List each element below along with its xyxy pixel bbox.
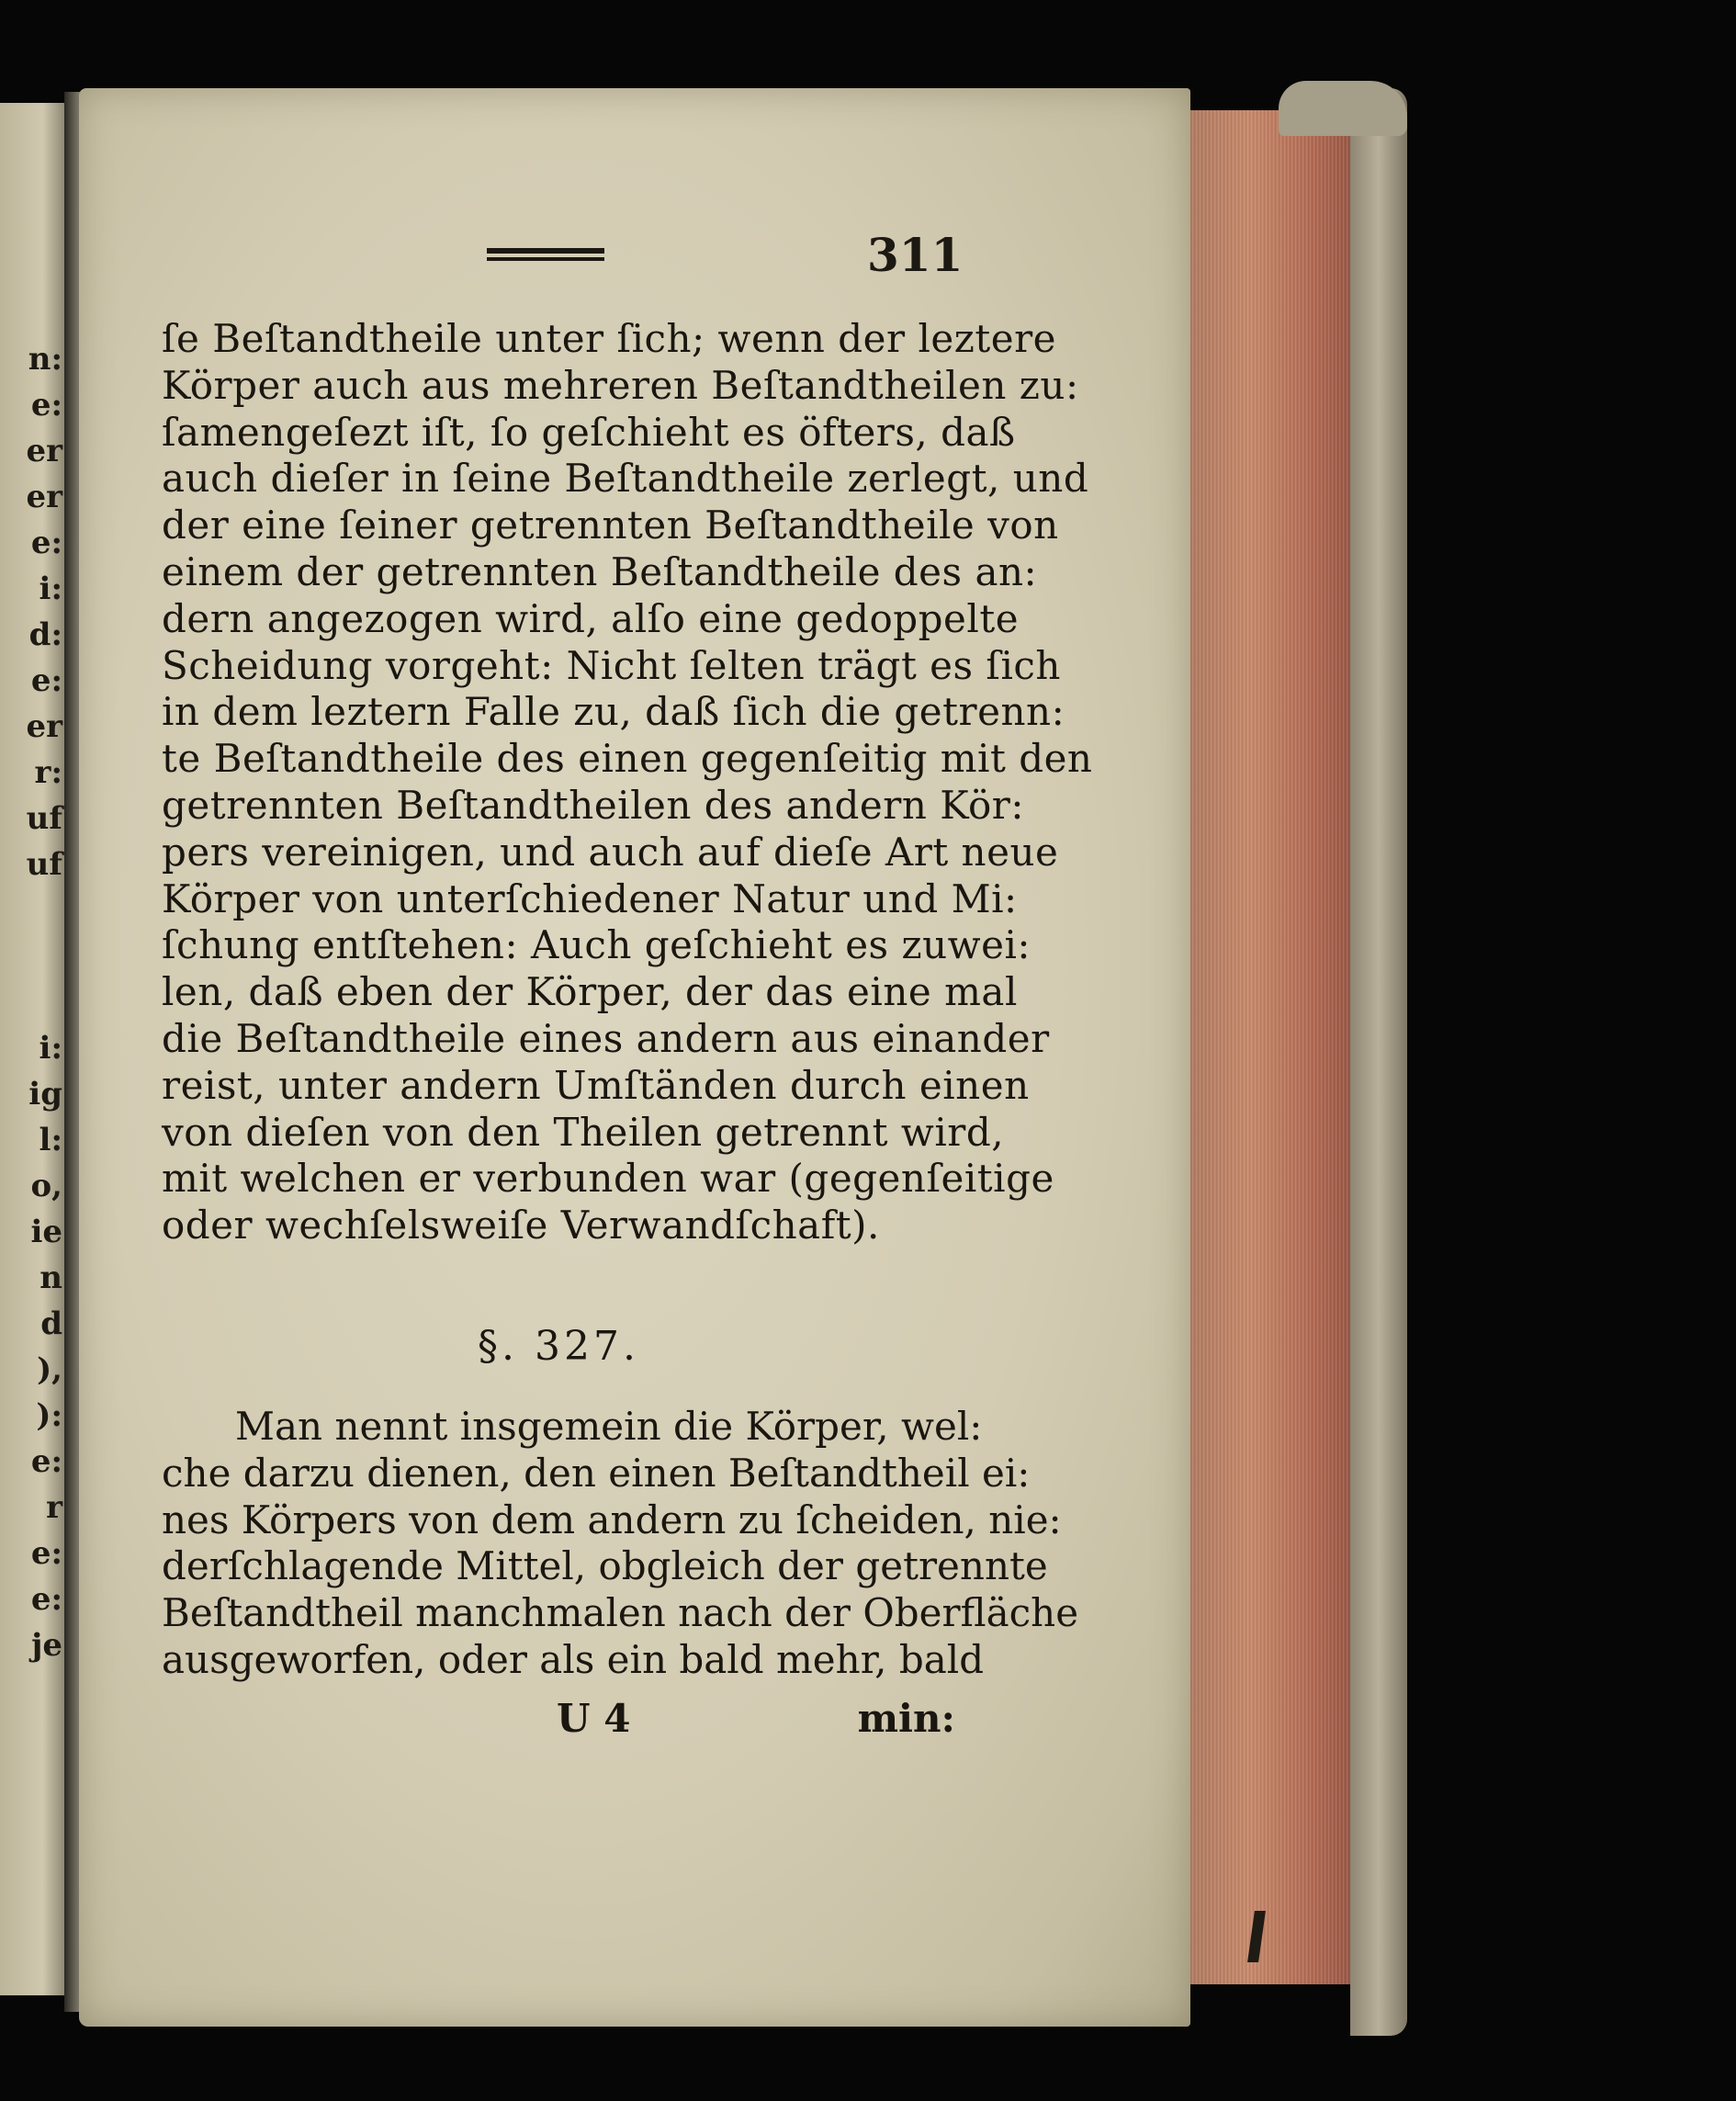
text-line: derſchlagende Mittel, obgleich der getrennte (162, 1543, 1048, 1589)
text-line: Scheidung vorgeht: Nicht ſelten trägt es ſich (162, 642, 1061, 688)
left-page-fragment: e: (30, 387, 62, 424)
text-line: der eine ſeiner getrennten Beſtandtheile von (162, 503, 1059, 548)
left-page-edge (0, 103, 72, 1995)
text-line: ſamengeſezt iſt, ſo geſchieht es öfters, daß (162, 409, 1016, 455)
left-page-fragment: i: (39, 1030, 62, 1067)
text-line: Beſtandtheil manchmalen nach der Oberfläche (162, 1590, 1079, 1636)
text-line: ausgeworfen, oder als ein bald mehr, bald (162, 1636, 985, 1682)
text-line: oder wechſelsweiſe Verwandſchaft). (162, 1203, 880, 1248)
text-line: reist, unter andern Umſtänden durch einen (162, 1062, 1030, 1108)
left-page-fragment: ig (28, 1076, 62, 1113)
left-page-fragment: uf (26, 846, 62, 883)
cover-torn-corner (1279, 81, 1407, 136)
text-line: Man nennt insgemein die Körper, wel: (235, 1404, 983, 1449)
left-page-fragment: e: (30, 1443, 62, 1480)
left-page-fragment: e: (30, 1581, 62, 1618)
left-page-fragment: ): (36, 1397, 62, 1434)
text-line: auch dieſer in ſeine Beſtandtheile zerlegt, und (162, 456, 1089, 502)
text-line: che darzu dienen, den einen Beſtandtheil ei: (162, 1450, 1031, 1496)
text-line: len, daß eben der Körper, der das eine mal (162, 969, 1018, 1015)
header-rule (487, 248, 604, 261)
left-page-fragment: uf (26, 800, 62, 837)
left-page-fragment: je (31, 1627, 62, 1664)
text-line: te Beſtandtheile des einen gegenſeitig mit den (162, 736, 1093, 782)
left-page-fragment: er (26, 479, 62, 515)
text-line: Körper auch aus mehreren Beſtandtheilen zu: (162, 362, 1079, 408)
left-page-fragment: d: (28, 616, 62, 653)
left-page-fragment: n (39, 1259, 62, 1296)
catchword: min: (857, 1696, 955, 1741)
text-line: ſchung entſtehen: Auch geſchieht es zuwei: (162, 922, 1031, 968)
text-line: nes Körpers von dem andern zu ſcheiden, nie: (162, 1497, 1062, 1542)
text-line: getrennten Beſtandtheilen des andern Kör: (162, 782, 1025, 828)
left-page-fragment: ), (37, 1351, 62, 1388)
signature-mark: U 4 (557, 1696, 631, 1741)
text-line: die Beſtandtheile eines andern aus einander (162, 1015, 1050, 1061)
left-page-fragment: n: (28, 341, 62, 378)
left-page-fragment: ie (30, 1214, 62, 1250)
book-cover-edge (1350, 88, 1407, 2036)
text-line: ſe Beſtandtheile unter ſich; wenn der leztere (162, 316, 1057, 361)
page-footer (162, 1696, 955, 1742)
text-line: einem der getrennten Beſtandtheile des an: (162, 548, 1038, 594)
section-heading: §. 327. (478, 1323, 639, 1370)
paragraph-continued (162, 316, 1093, 1249)
left-page-fragment: i: (39, 570, 62, 607)
text-line: pers vereinigen, und auch auf dieſe Art neue (162, 829, 1059, 875)
left-page-fragment: e: (30, 1535, 62, 1572)
left-page-fragment: r: (34, 754, 62, 791)
left-page-fragment: er (26, 433, 62, 469)
left-page-fragment: er (26, 708, 62, 745)
text-line: in dem leztern Falle zu, daß ſich die getrenn: (162, 689, 1065, 735)
left-page-fragment: e: (30, 662, 62, 699)
left-page-fragment: e: (30, 525, 62, 561)
left-page-fragment: l: (39, 1122, 62, 1158)
page-edges (1185, 110, 1369, 1984)
left-page-fragment: o, (30, 1168, 62, 1204)
left-page-fragment: r (46, 1489, 62, 1526)
left-page-fragment: d (40, 1305, 62, 1342)
page-number: 311 (867, 228, 964, 282)
text-line: von dieſen von den Theilen getrennt wird, (162, 1109, 1005, 1155)
text-line: mit welchen er verbunden war (gegenſeitige (162, 1156, 1054, 1202)
section-paragraph (162, 1404, 1079, 1684)
text-line: dern angezogen wird, alſo eine gedoppelte (162, 595, 1020, 641)
text-line: Körper von unterſchiedener Natur und Mi: (162, 875, 1018, 921)
